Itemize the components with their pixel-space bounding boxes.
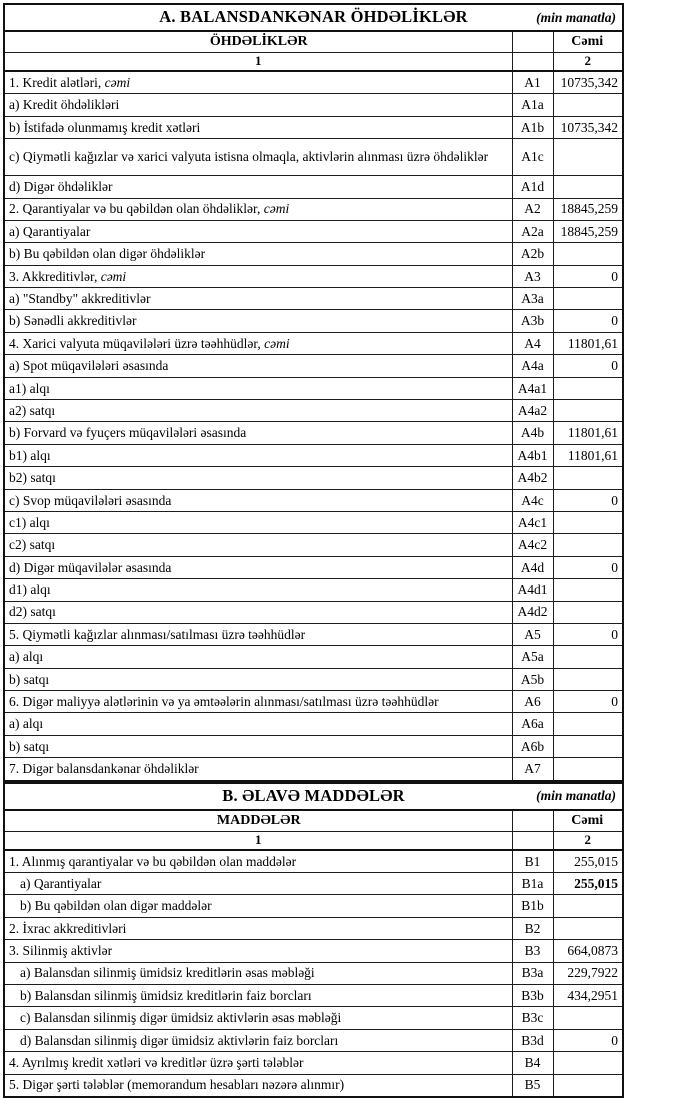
row-value (553, 1052, 623, 1074)
table-row (4, 243, 623, 265)
table-row (4, 691, 623, 713)
row-label: c) Qiymətli kağızlar və xarici valyuta istisna olmaqla, aktivlərin alınması üzrə öhdəliklər (4, 139, 512, 176)
row-value: 0 (553, 355, 623, 377)
row-value (553, 400, 623, 422)
section-a-columns-header: ÖHDƏLİKLƏR (4, 31, 512, 53)
row-value: 0 (553, 623, 623, 645)
table-row (4, 579, 623, 601)
row-label: b) Forvard və fyuçers müqavilələri əsasında (4, 422, 512, 444)
table-row (4, 139, 623, 176)
row-code: B1a (512, 872, 553, 894)
row-value: 0 (553, 691, 623, 713)
row-value (553, 735, 623, 757)
table-row (4, 1052, 623, 1074)
section-b-colnum-code (512, 831, 553, 849)
section-a-title: A. BALANSDANKƏNAR ÖHDƏLİKLƏR (159, 7, 468, 27)
row-label: c1) alqı (4, 511, 512, 533)
row-label: a) Qarantiyalar (4, 872, 512, 894)
row-label: 2. Qarantiyalar və bu qəbildən olan öhdəliklər, cəmi (4, 198, 512, 220)
table-row (4, 984, 623, 1006)
section-b-title: B. ƏLAVƏ MADDƏLƏR (222, 785, 405, 805)
row-value (553, 1007, 623, 1029)
row-value: 434,2951 (553, 984, 623, 1006)
row-code: A4b (512, 422, 553, 444)
row-label: b) Bu qəbildən olan digər öhdəliklər (4, 243, 512, 265)
row-code: B4 (512, 1052, 553, 1074)
row-value (553, 467, 623, 489)
section-a-table (3, 3, 624, 782)
row-value: 0 (553, 310, 623, 332)
row-label: d) Digər müqavilələr əsasında (4, 556, 512, 578)
section-b-colnum-2: 2 (553, 831, 623, 849)
table-row (4, 116, 623, 138)
row-code: A6 (512, 691, 553, 713)
table-row (4, 917, 623, 939)
table-row (4, 758, 623, 781)
row-label: c) Svop müqavilələri əsasında (4, 489, 512, 511)
section-b-number-row (4, 831, 623, 849)
row-code: A4b2 (512, 467, 553, 489)
row-code: A1c (512, 139, 553, 176)
row-code: A6a (512, 713, 553, 735)
row-value: 18845,259 (553, 220, 623, 242)
row-label: 3. Akkreditivlər, cəmi (4, 265, 512, 287)
section-a-rows (4, 71, 623, 781)
row-code: A5b (512, 668, 553, 690)
row-code: A1d (512, 176, 553, 198)
row-label: a) alqı (4, 713, 512, 735)
table-row (4, 1074, 623, 1097)
row-label: d2) satqı (4, 601, 512, 623)
table-row (4, 220, 623, 242)
row-label: 4. Ayrılmış kredit xətləri və kreditlər üzrə şərti tələblər (4, 1052, 512, 1074)
row-code: A2 (512, 198, 553, 220)
row-label: b) satqı (4, 735, 512, 757)
table-row (4, 377, 623, 399)
row-value (553, 288, 623, 310)
row-value (553, 1074, 623, 1097)
table-row (4, 895, 623, 917)
table-row (4, 850, 623, 873)
table-row (4, 332, 623, 354)
row-code: B3c (512, 1007, 553, 1029)
row-code: B5 (512, 1074, 553, 1097)
section-a-unit-note: (min manatla) (536, 9, 616, 25)
table-row (4, 355, 623, 377)
row-code: A5a (512, 646, 553, 668)
table-row (4, 623, 623, 645)
row-value (553, 534, 623, 556)
row-label: 3. Silinmiş aktivlər (4, 940, 512, 962)
row-code: B3 (512, 940, 553, 962)
row-value: 18845,259 (553, 198, 623, 220)
financial-report-document (3, 3, 623, 1098)
row-code: A3 (512, 265, 553, 287)
row-label: c2) satqı (4, 534, 512, 556)
row-value: 0 (553, 1029, 623, 1051)
table-row (4, 713, 623, 735)
row-label: d) Digər öhdəliklər (4, 176, 512, 198)
table-row (4, 940, 623, 962)
row-label: a1) alqı (4, 377, 512, 399)
row-value: 229,7922 (553, 962, 623, 984)
section-b-colnum-1: 1 (4, 831, 512, 849)
row-code: A4d1 (512, 579, 553, 601)
row-code: A4c1 (512, 511, 553, 533)
section-a-number-row (4, 53, 623, 71)
row-code: A4a2 (512, 400, 553, 422)
row-code: B3a (512, 962, 553, 984)
row-label: a) Spot müqavilələri əsasında (4, 355, 512, 377)
row-code: A4d2 (512, 601, 553, 623)
row-value (553, 601, 623, 623)
row-value: 0 (553, 265, 623, 287)
section-a-colnum-2: 2 (553, 53, 623, 71)
row-label: d1) alqı (4, 579, 512, 601)
row-code: A1 (512, 71, 553, 94)
row-label: 4. Xarici valyuta müqavilələri üzrə təəhhüdlər, cəmi (4, 332, 512, 354)
section-a-colnum-code (512, 53, 553, 71)
row-code: B3b (512, 984, 553, 1006)
table-row (4, 556, 623, 578)
section-a-title-cell (4, 4, 623, 31)
row-value: 664,0873 (553, 940, 623, 962)
row-code: A4 (512, 332, 553, 354)
row-label: b2) satqı (4, 467, 512, 489)
table-row (4, 444, 623, 466)
table-row (4, 872, 623, 894)
row-value: 0 (553, 489, 623, 511)
row-label: 1. Alınmış qarantiyalar və bu qəbildən olan maddələr (4, 850, 512, 873)
table-row (4, 94, 623, 116)
row-code: A4c (512, 489, 553, 511)
row-code: A7 (512, 758, 553, 781)
row-code: A1a (512, 94, 553, 116)
row-code: A4a1 (512, 377, 553, 399)
row-label: b) İstifadə olunmamış kredit xətləri (4, 116, 512, 138)
row-code: B1 (512, 850, 553, 873)
row-value (553, 668, 623, 690)
row-value (553, 646, 623, 668)
row-label: 5. Qiymətli kağızlar alınması/satılması üzrə təəhhüdlər (4, 623, 512, 645)
row-code: A4a (512, 355, 553, 377)
row-label: a2) satqı (4, 400, 512, 422)
row-value (553, 895, 623, 917)
section-a-total-header: Cəmi (553, 31, 623, 53)
row-value: 11801,61 (553, 332, 623, 354)
row-label: b) Balansdan silinmiş ümidsiz kreditlərin faiz borcları (4, 984, 512, 1006)
section-b-table (3, 782, 624, 1098)
table-row (4, 511, 623, 533)
row-label: b) satqı (4, 668, 512, 690)
row-label: 7. Digər balansdankənar öhdəliklər (4, 758, 512, 781)
row-label: 6. Digər maliyyə alətlərinin və ya əmtəələrin alınması/satılması üzrə təəhhüdlər (4, 691, 512, 713)
section-b-code-header (512, 810, 553, 832)
row-label: b) Bu qəbildən olan digər maddələr (4, 895, 512, 917)
row-value: 11801,61 (553, 444, 623, 466)
row-value (553, 176, 623, 198)
table-row (4, 668, 623, 690)
row-value (553, 917, 623, 939)
table-row (4, 265, 623, 287)
table-row (4, 310, 623, 332)
section-a-title-row (4, 4, 623, 31)
section-b-rows (4, 850, 623, 1097)
table-row (4, 288, 623, 310)
row-code: B3d (512, 1029, 553, 1051)
table-row (4, 198, 623, 220)
row-code: A4d (512, 556, 553, 578)
section-b-unit-note: (min manatla) (536, 788, 616, 804)
row-label: 1. Kredit alətləri, cəmi (4, 71, 512, 94)
row-code: A4b1 (512, 444, 553, 466)
table-row (4, 962, 623, 984)
row-value: 10735,342 (553, 71, 623, 94)
row-value (553, 139, 623, 176)
table-row (4, 489, 623, 511)
row-code: A1b (512, 116, 553, 138)
row-code: A4c2 (512, 534, 553, 556)
row-value: 0 (553, 556, 623, 578)
section-a-header-row (4, 31, 623, 53)
row-label: 5. Digər şərti tələblər (memorandum hesabları nəzərə alınmır) (4, 1074, 512, 1097)
section-b-total-header: Cəmi (553, 810, 623, 832)
table-row (4, 176, 623, 198)
row-label: b) Sənədli akkreditivlər (4, 310, 512, 332)
row-label: a) Qarantiyalar (4, 220, 512, 242)
table-row (4, 1007, 623, 1029)
section-b-title-cell (4, 783, 623, 810)
section-b-title-row (4, 783, 623, 810)
table-row (4, 534, 623, 556)
table-row (4, 422, 623, 444)
row-value (553, 758, 623, 781)
row-value: 255,015 (553, 850, 623, 873)
row-value: 255,015 (553, 872, 623, 894)
row-code: A6b (512, 735, 553, 757)
row-label: a) Kredit öhdəlikləri (4, 94, 512, 116)
row-code: B2 (512, 917, 553, 939)
table-row (4, 646, 623, 668)
row-code: A3a (512, 288, 553, 310)
table-row (4, 1029, 623, 1051)
row-label: d) Balansdan silinmiş digər ümidsiz aktivlərin faiz borcları (4, 1029, 512, 1051)
section-b-header-row (4, 810, 623, 832)
table-row (4, 467, 623, 489)
row-label: 2. İxrac akkreditivləri (4, 917, 512, 939)
row-code: A5 (512, 623, 553, 645)
row-label: c) Balansdan silinmiş digər ümidsiz aktivlərin əsas məbləği (4, 1007, 512, 1029)
row-code: A3b (512, 310, 553, 332)
section-b-columns-header: MADDƏLƏR (4, 810, 512, 832)
row-label: a) Balansdan silinmiş ümidsiz kreditlərin əsas məbləği (4, 962, 512, 984)
row-value (553, 377, 623, 399)
row-label: a) alqı (4, 646, 512, 668)
table-row (4, 601, 623, 623)
row-code: A2b (512, 243, 553, 265)
row-value (553, 511, 623, 533)
section-a-code-header (512, 31, 553, 53)
row-value (553, 243, 623, 265)
table-row (4, 400, 623, 422)
row-value (553, 579, 623, 601)
row-value: 10735,342 (553, 116, 623, 138)
table-row (4, 71, 623, 94)
row-label: b1) alqı (4, 444, 512, 466)
row-value: 11801,61 (553, 422, 623, 444)
row-value (553, 713, 623, 735)
row-code: A2a (512, 220, 553, 242)
row-value (553, 94, 623, 116)
row-label: a) "Standby" akkreditivlər (4, 288, 512, 310)
table-row (4, 735, 623, 757)
row-code: B1b (512, 895, 553, 917)
section-a-colnum-1: 1 (4, 53, 512, 71)
